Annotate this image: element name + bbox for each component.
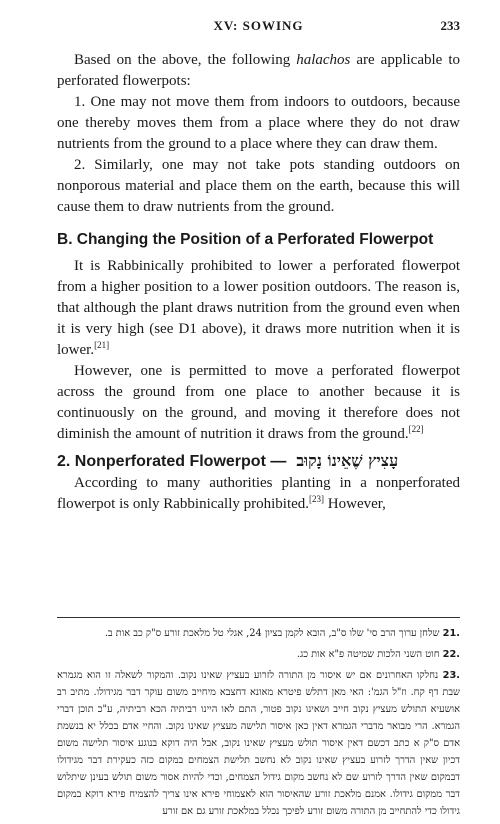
footnote-ref-22[interactable]: [22] bbox=[408, 424, 424, 434]
rule-1: 1. One may not move them from indoors to outdoors, because one thereby moves them from a place where they do not draw nutrients from the ground to a place where they can draw them. bbox=[57, 94, 460, 152]
section-heading-b: B. Changing the Position of a Perforated Flowerpot bbox=[57, 231, 434, 248]
paragraph-intro: Based on the above, the following halachos are applicable to perforated flowerpots: bbox=[57, 52, 460, 89]
footnote-21: .21 שלחן ערוך הרב סי' שלו ס"ב, הובא לקמן בציון 24, אגלי טל מלאכת זורע ס"ק כב אות ב. bbox=[104, 628, 460, 639]
running-header bbox=[57, 18, 460, 38]
paragraph-lowering: It is Rabbinically prohibited to lower a perforated flowerpot from a higher position to a lower position outdoors. The reason is, that although the plant draws nutrition from the ground even when it is very high (see D1 above), it draws more nutrition when it is lower.[21] bbox=[57, 258, 460, 358]
rule-2: 2. Similarly, one may not take pots standing outdoors on nonporous material and place them on the earth, because this will cause them to draw nutrients from the ground. bbox=[57, 157, 460, 215]
footnote-23: .23 נחלקו האחרונים אם יש איסור מן התורה לזרוע בעציץ שאינו נקוב. והמקור לשאלה זו הוא מגמרא שבת דף קח. וז"ל הגמ': האי מאן דתלש פיטרא מאונא דחצבא מיחייב משום עוקר דבר מגידולו. מתיב רב אושעיא התולש מעציץ נקוב חייב ושאינו נקוב פטור, התם לאו היינו רביתיה הכא רביתיה, ע"כ תוכן דברי הגמרא. הרי מבואר מדברי הגמרא דאין כאן איסור תלישה מעציץ שאינו נקוב. והחיי אדם בכלל יא בנשמת אדם ס"ק א כתב דכשם דאין איסור תולש מעציץ שאינו נקוב, אבל היה דוקא בנוגע איסור תלישה משום דכיון שאין הדרך לזרוע בעציץ שאינו נקוב לא נחשב תלישת הצמחים במקום כזה כעקירת דבר מגידולו דבמקום שאין הדרך לזרוע שם לא נחשב מקום גידול הצמחים, וכדי להיות אסור משום תולש בעינן שיתלוש דבר ממקום גידולו. אמנם מלאכת זורע שהאיסור הוא לאצמוחי פירא אינו צריך להצמיח פירא דוקא במקום גידולו כדי להתחייב מן התורה משום זורע לפיכך נכלל במלאכת זורע גם אם זורע bbox=[57, 670, 460, 817]
section-heading-2: 2. Nonperforated Flowerpot — עָצִיץ שֶׁאֵינוֹ נָקוּב bbox=[57, 451, 399, 470]
emphasis-halachos: halachos bbox=[296, 52, 351, 68]
paragraph-moving: However, one is permitted to move a perforated flowerpot across the ground from one place to another because it is continuously on the ground, and moving it therefore does not diminish the amount of nutrition it draws from the ground.[22] bbox=[57, 363, 460, 442]
footnote-ref-23[interactable]: [23] bbox=[309, 494, 325, 504]
footnote-ref-21[interactable]: [21] bbox=[94, 340, 110, 350]
main-text bbox=[57, 50, 460, 515]
footnotes bbox=[57, 625, 460, 824]
chapter-title: XV: SOWING bbox=[213, 18, 304, 33]
hebrew-term: עָצִיץ שֶׁאֵינוֹ נָקוּב bbox=[296, 451, 399, 470]
paragraph-nonperforated: According to many authorities planting in a nonperforated flowerpot is only Rabbinically prohibited.[23] However, bbox=[57, 475, 460, 512]
page-number: 233 bbox=[440, 18, 460, 33]
footnote-22: .22 חוט השני הלכות שמיטה פ"א אות כג. bbox=[296, 649, 460, 660]
footnote-divider bbox=[57, 617, 460, 618]
